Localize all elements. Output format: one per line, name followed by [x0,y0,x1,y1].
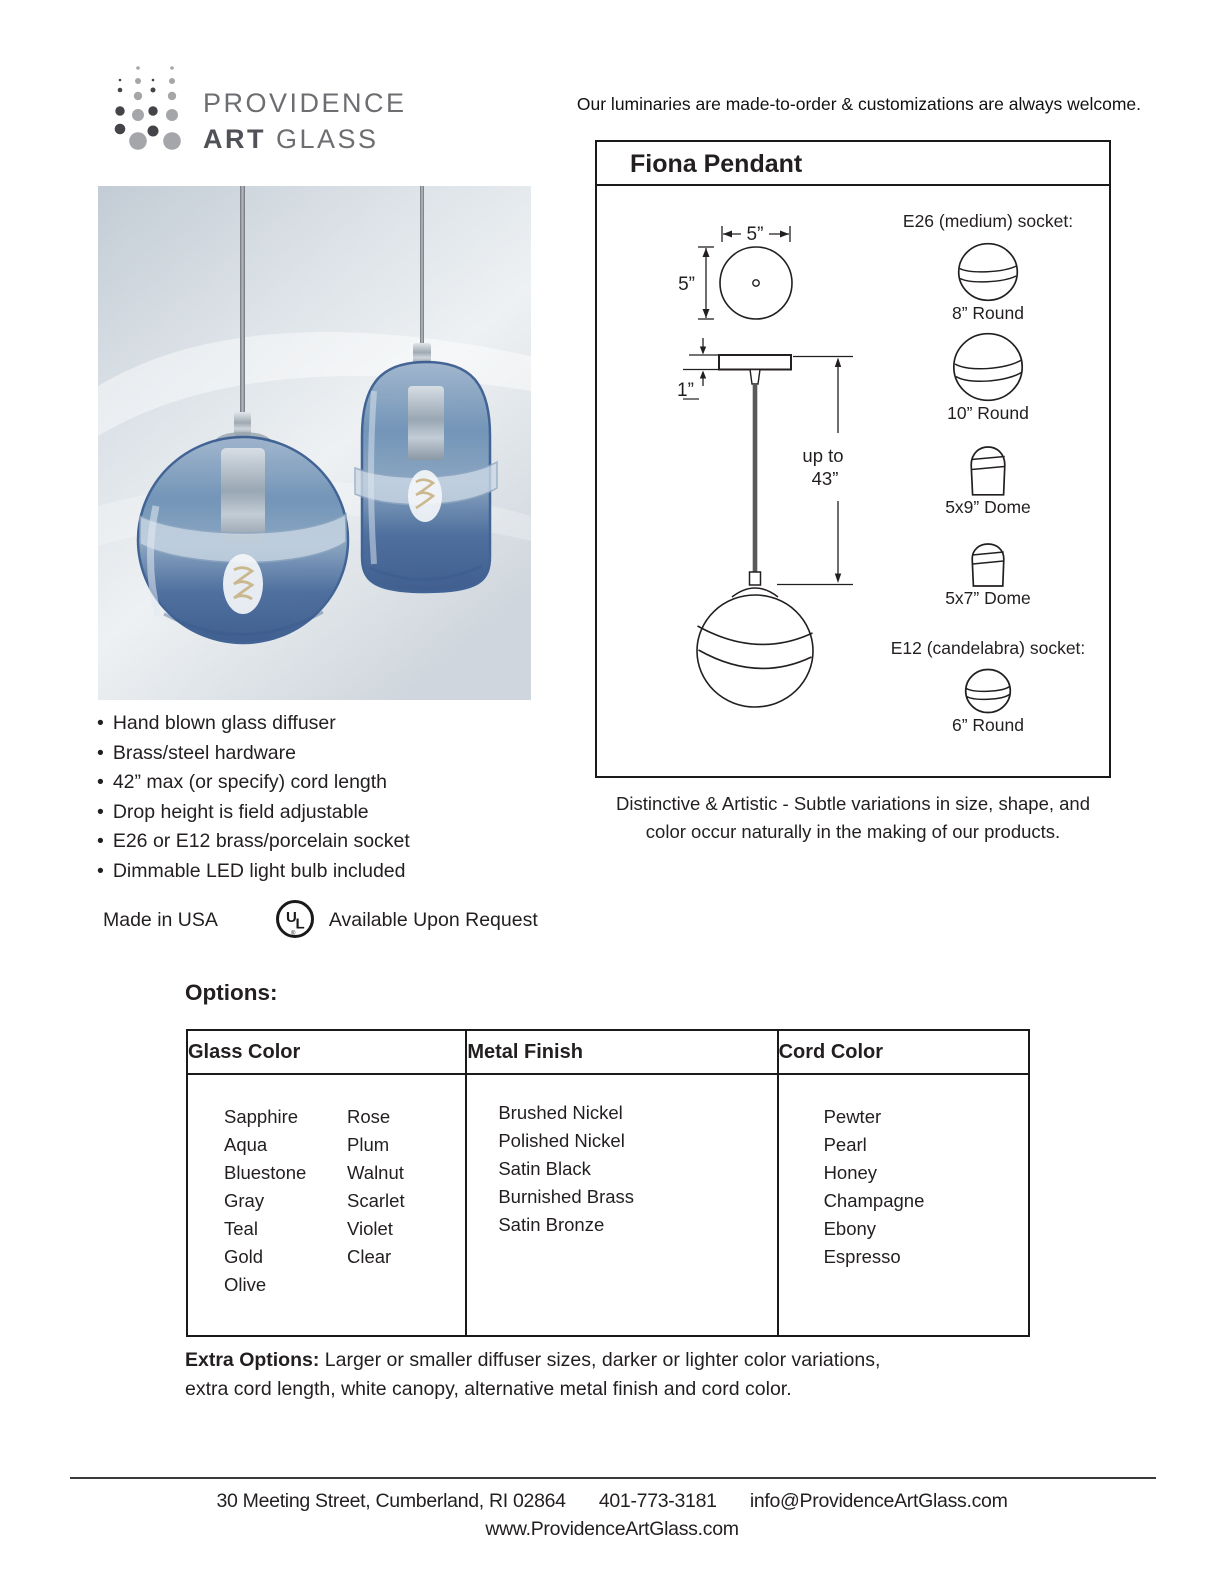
footer-email[interactable]: info@ProvidenceArtGlass.com [749,1490,1008,1512]
option-item: Sapphire [224,1106,299,1127]
option-item: Champagne [823,1190,925,1211]
tagline: Our luminaries are made-to-order & customizations are always welcome. [576,94,1141,114]
logo-line-art-glass [203,124,407,155]
providence-art-glass-logo-icon [100,62,190,167]
option-item: Walnut [347,1162,404,1183]
footer-phone: 401-773-3181 [598,1490,717,1512]
e12-socket-heading: E12 (candelabra) socket: [890,638,1086,658]
dimension-diagram [637,198,877,732]
option-item: Brushed Nickel [498,1102,623,1123]
extra-options-line1: Extra Options: Larger or smaller diffuser sizes, darker or lighter color variations, [185,1349,881,1371]
option-item: Aqua [224,1134,268,1155]
canopy-width-dim: 5” [746,224,764,245]
extra-options-line2: extra cord length, white canopy, alternative metal finish and cord color. [185,1378,792,1400]
diffuser-8-round-icon [957,242,1019,302]
option-item: Clear [347,1246,392,1267]
svg-text:®: ® [290,931,296,937]
feature-item: • Drop height is field adjustable [97,798,410,828]
glass-color-column2 [347,1103,405,1299]
option-item: Satin Bronze [498,1214,605,1235]
option-item: Gray [224,1190,265,1211]
product-title: Fiona Pendant [630,150,803,178]
diffuser-10-round-icon [952,332,1024,402]
e26-socket-heading: E26 (medium) socket: [902,211,1074,231]
cord-color-header: Cord Color [778,1041,884,1063]
logo-line-providence: PROVIDENCE [203,88,407,118]
drop-length-dim-line1: up to [802,445,844,466]
feature-list [97,709,410,886]
ul-listed-icon [273,898,317,942]
spec-box [595,140,1111,778]
option-item: Teal [224,1218,258,1239]
options-table-body-row [188,1075,1028,1335]
option-item: Violet [347,1218,393,1239]
svg-text:U: U [285,909,297,926]
options-table [186,1029,1030,1337]
ul-note: Available Upon Request [328,908,538,931]
svg-text:L: L [295,915,305,933]
diffuser-options-column [880,198,1096,736]
caption-line1: Distinctive & Artistic - Subtle variations in size, shape, and [615,793,1091,814]
option-item: Gold [224,1246,264,1267]
diffuser-5x7-dome-icon [968,532,1008,587]
glass-color-column1 [224,1103,347,1299]
canopy-depth-dim: 1” [677,380,694,401]
spec-title-bar [597,142,1109,186]
caption [595,790,1111,846]
extra-options-label: Extra Options: [185,1349,320,1371]
diffuser-5x9-dome-icon [967,434,1009,496]
option-item: Plum [347,1134,390,1155]
diffuser-6-round-icon [964,668,1012,714]
logo-art: ART [203,124,266,154]
diffuser-8-round-label: 8” Round [952,303,1024,323]
option-item: Pearl [823,1134,867,1155]
drop-length-dim-line2: 43” [811,468,839,489]
metal-finish-cell [467,1075,778,1335]
made-in-usa-label: Made in USA [103,908,218,931]
diffuser-10-round-label: 10” Round [947,403,1029,423]
footer-website[interactable]: www.ProvidenceArtGlass.com [485,1518,739,1540]
option-item: Polished Nickel [498,1130,625,1151]
feature-item: • 42” max (or specify) cord length [97,768,410,798]
options-table-header-row [188,1031,1028,1075]
feature-item: • Dimmable LED light bulb included [97,857,410,887]
option-item: Honey [823,1162,878,1183]
logo-wordmark [203,88,407,155]
option-item: Satin Black [498,1158,591,1179]
glass-color-cell [188,1075,467,1335]
extra-options [185,1346,1015,1404]
footer-divider [70,1477,1156,1479]
option-item: Rose [347,1106,391,1127]
product-photo-image [98,186,531,700]
feature-item: • E26 or E12 brass/porcelain socket [97,827,410,857]
feature-item: • Brass/steel hardware [97,739,410,769]
footer-address: 30 Meeting Street, Cumberland, RI 02864 [216,1490,566,1512]
glass-color-header: Glass Color [188,1031,467,1073]
diffuser-5x9-dome-label: 5x9” Dome [945,497,1031,517]
feature-item: • Hand blown glass diffuser [97,709,410,739]
diffuser-6-round-label: 6” Round [952,715,1024,735]
footer-contact [0,1490,1224,1513]
logo-glass: GLASS [266,124,379,154]
option-item: Olive [224,1274,267,1295]
product-photo [98,186,531,700]
option-item: Bluestone [224,1162,307,1183]
option-item: Pewter [823,1106,882,1127]
option-item: Espresso [823,1246,901,1267]
option-item: Scarlet [347,1190,405,1211]
certification-row [103,898,538,942]
options-heading: Options: [185,980,278,1005]
option-item: Burnished Brass [498,1186,635,1207]
diffuser-5x7-dome-label: 5x7” Dome [945,588,1031,608]
option-item: Ebony [823,1218,877,1239]
caption-line2: color occur naturally in the making of our products. [645,821,1061,842]
canopy-height-dim: 5” [678,274,695,295]
metal-finish-header: Metal Finish [467,1031,778,1073]
cord-color-cell [779,1075,1028,1335]
